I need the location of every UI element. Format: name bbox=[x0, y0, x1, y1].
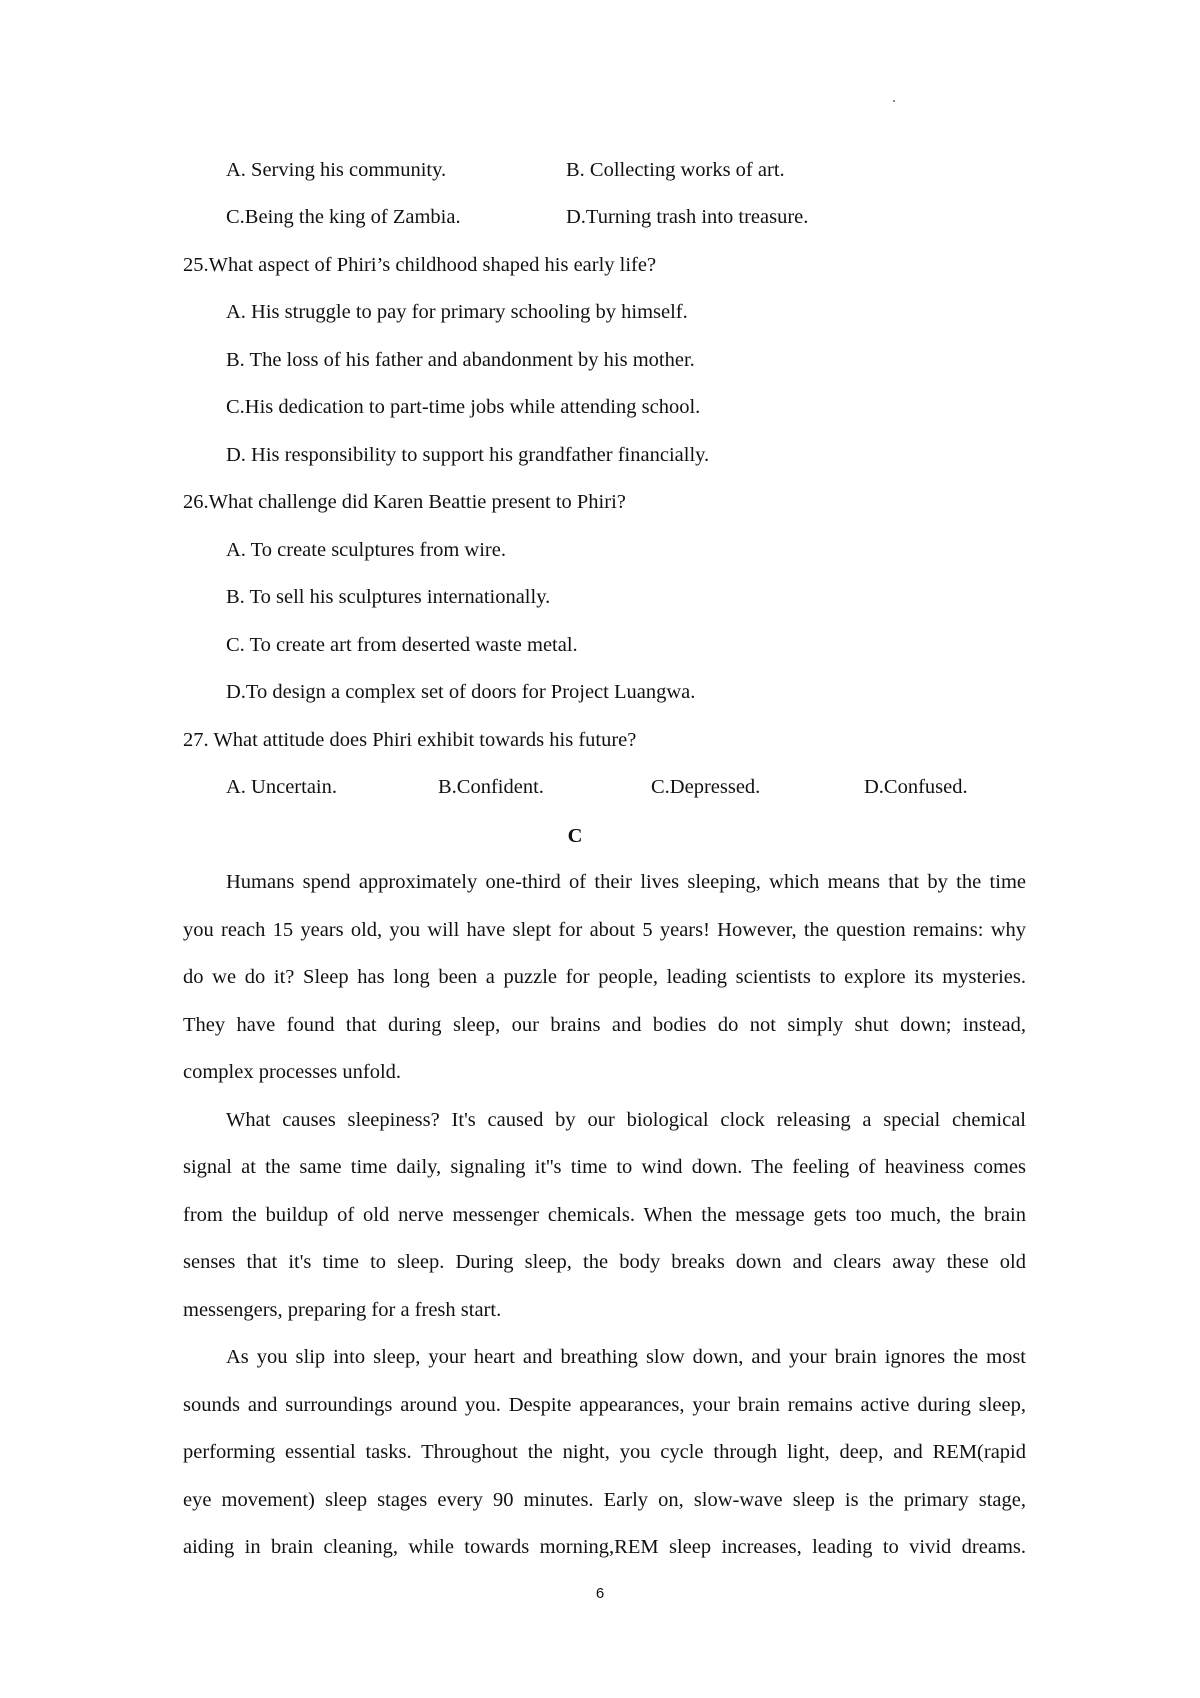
q25-stem: 25.What aspect of Phiri’s childhood shaped his early life? bbox=[183, 254, 657, 276]
q25-option-a: A. His struggle to pay for primary schooling by himself. bbox=[226, 301, 688, 323]
section-heading: C bbox=[567, 825, 583, 847]
passage-p2-line: What causes sleepiness? It's caused by our biological clock releasing a special chemical bbox=[226, 1109, 1026, 1131]
passage-p3-line: As you slip into sleep, your heart and breathing slow down, and your brain ignores the most bbox=[226, 1346, 1026, 1368]
passage-p3-line: aiding in brain cleaning, while towards morning,REM sleep increases, leading to vivid dreams. bbox=[183, 1536, 1026, 1558]
q27-option-c: C.Depressed. bbox=[651, 776, 761, 798]
q26-stem: 26.What challenge did Karen Beattie present to Phiri? bbox=[183, 491, 626, 513]
q26-option-d: D.To design a complex set of doors for Project Luangwa. bbox=[226, 681, 696, 703]
q25-option-b: B. The loss of his father and abandonment by his mother. bbox=[226, 349, 695, 371]
passage-p3-line: sounds and surroundings around you. Despite appearances, your brain remains active during sleep, bbox=[183, 1394, 1026, 1416]
passage-p3-line: performing essential tasks. Throughout the night, you cycle through light, deep, and REM(rapid bbox=[183, 1441, 1026, 1463]
q27-stem: 27. What attitude does Phiri exhibit towards his future? bbox=[183, 729, 637, 751]
q24-option-b: B. Collecting works of art. bbox=[566, 159, 785, 181]
q24-option-d: D.Turning trash into treasure. bbox=[566, 206, 809, 228]
q27-option-b: B.Confident. bbox=[438, 776, 544, 798]
q24-option-c: C.Being the king of Zambia. bbox=[226, 206, 461, 228]
q27-option-d: D.Confused. bbox=[864, 776, 968, 798]
passage-p1-line: complex processes unfold. bbox=[183, 1061, 402, 1083]
page-number: 6 bbox=[595, 1585, 605, 1602]
q25-option-d: D. His responsibility to support his grandfather financially. bbox=[226, 444, 710, 466]
q26-option-c: C. To create art from deserted waste metal. bbox=[226, 634, 578, 656]
passage-p1-line: do we do it? Sleep has long been a puzzle for people, leading scientists to explore its mysteries. bbox=[183, 966, 1026, 988]
q27-option-a: A. Uncertain. bbox=[226, 776, 337, 798]
passage-p2-line: messengers, preparing for a fresh start. bbox=[183, 1299, 502, 1321]
q24-option-a: A. Serving his community. bbox=[226, 159, 447, 181]
passage-p3-line: eye movement) sleep stages every 90 minutes. Early on, slow-wave sleep is the primary stage, bbox=[183, 1489, 1026, 1511]
passage-p2-line: signal at the same time daily, signaling it''s time to wind down. The feeling of heaviness comes bbox=[183, 1156, 1026, 1178]
q26-option-b: B. To sell his sculptures internationally. bbox=[226, 586, 551, 608]
q25-option-c: C.His dedication to part-time jobs while attending school. bbox=[226, 396, 701, 418]
passage-p1-line: you reach 15 years old, you will have slept for about 5 years! However, the question remains: why bbox=[183, 919, 1026, 941]
passage-p2-line: from the buildup of old nerve messenger chemicals. When the message gets too much, the brain bbox=[183, 1204, 1026, 1226]
passage-p1-line: They have found that during sleep, our brains and bodies do not simply shut down; instead, bbox=[183, 1014, 1026, 1036]
stray-mark bbox=[893, 100, 895, 102]
passage-p2-line: senses that it's time to sleep. During sleep, the body breaks down and clears away these old bbox=[183, 1251, 1026, 1273]
passage-p1-line: Humans spend approximately one-third of their lives sleeping, which means that by the time bbox=[226, 871, 1026, 893]
q26-option-a: A. To create sculptures from wire. bbox=[226, 539, 506, 561]
